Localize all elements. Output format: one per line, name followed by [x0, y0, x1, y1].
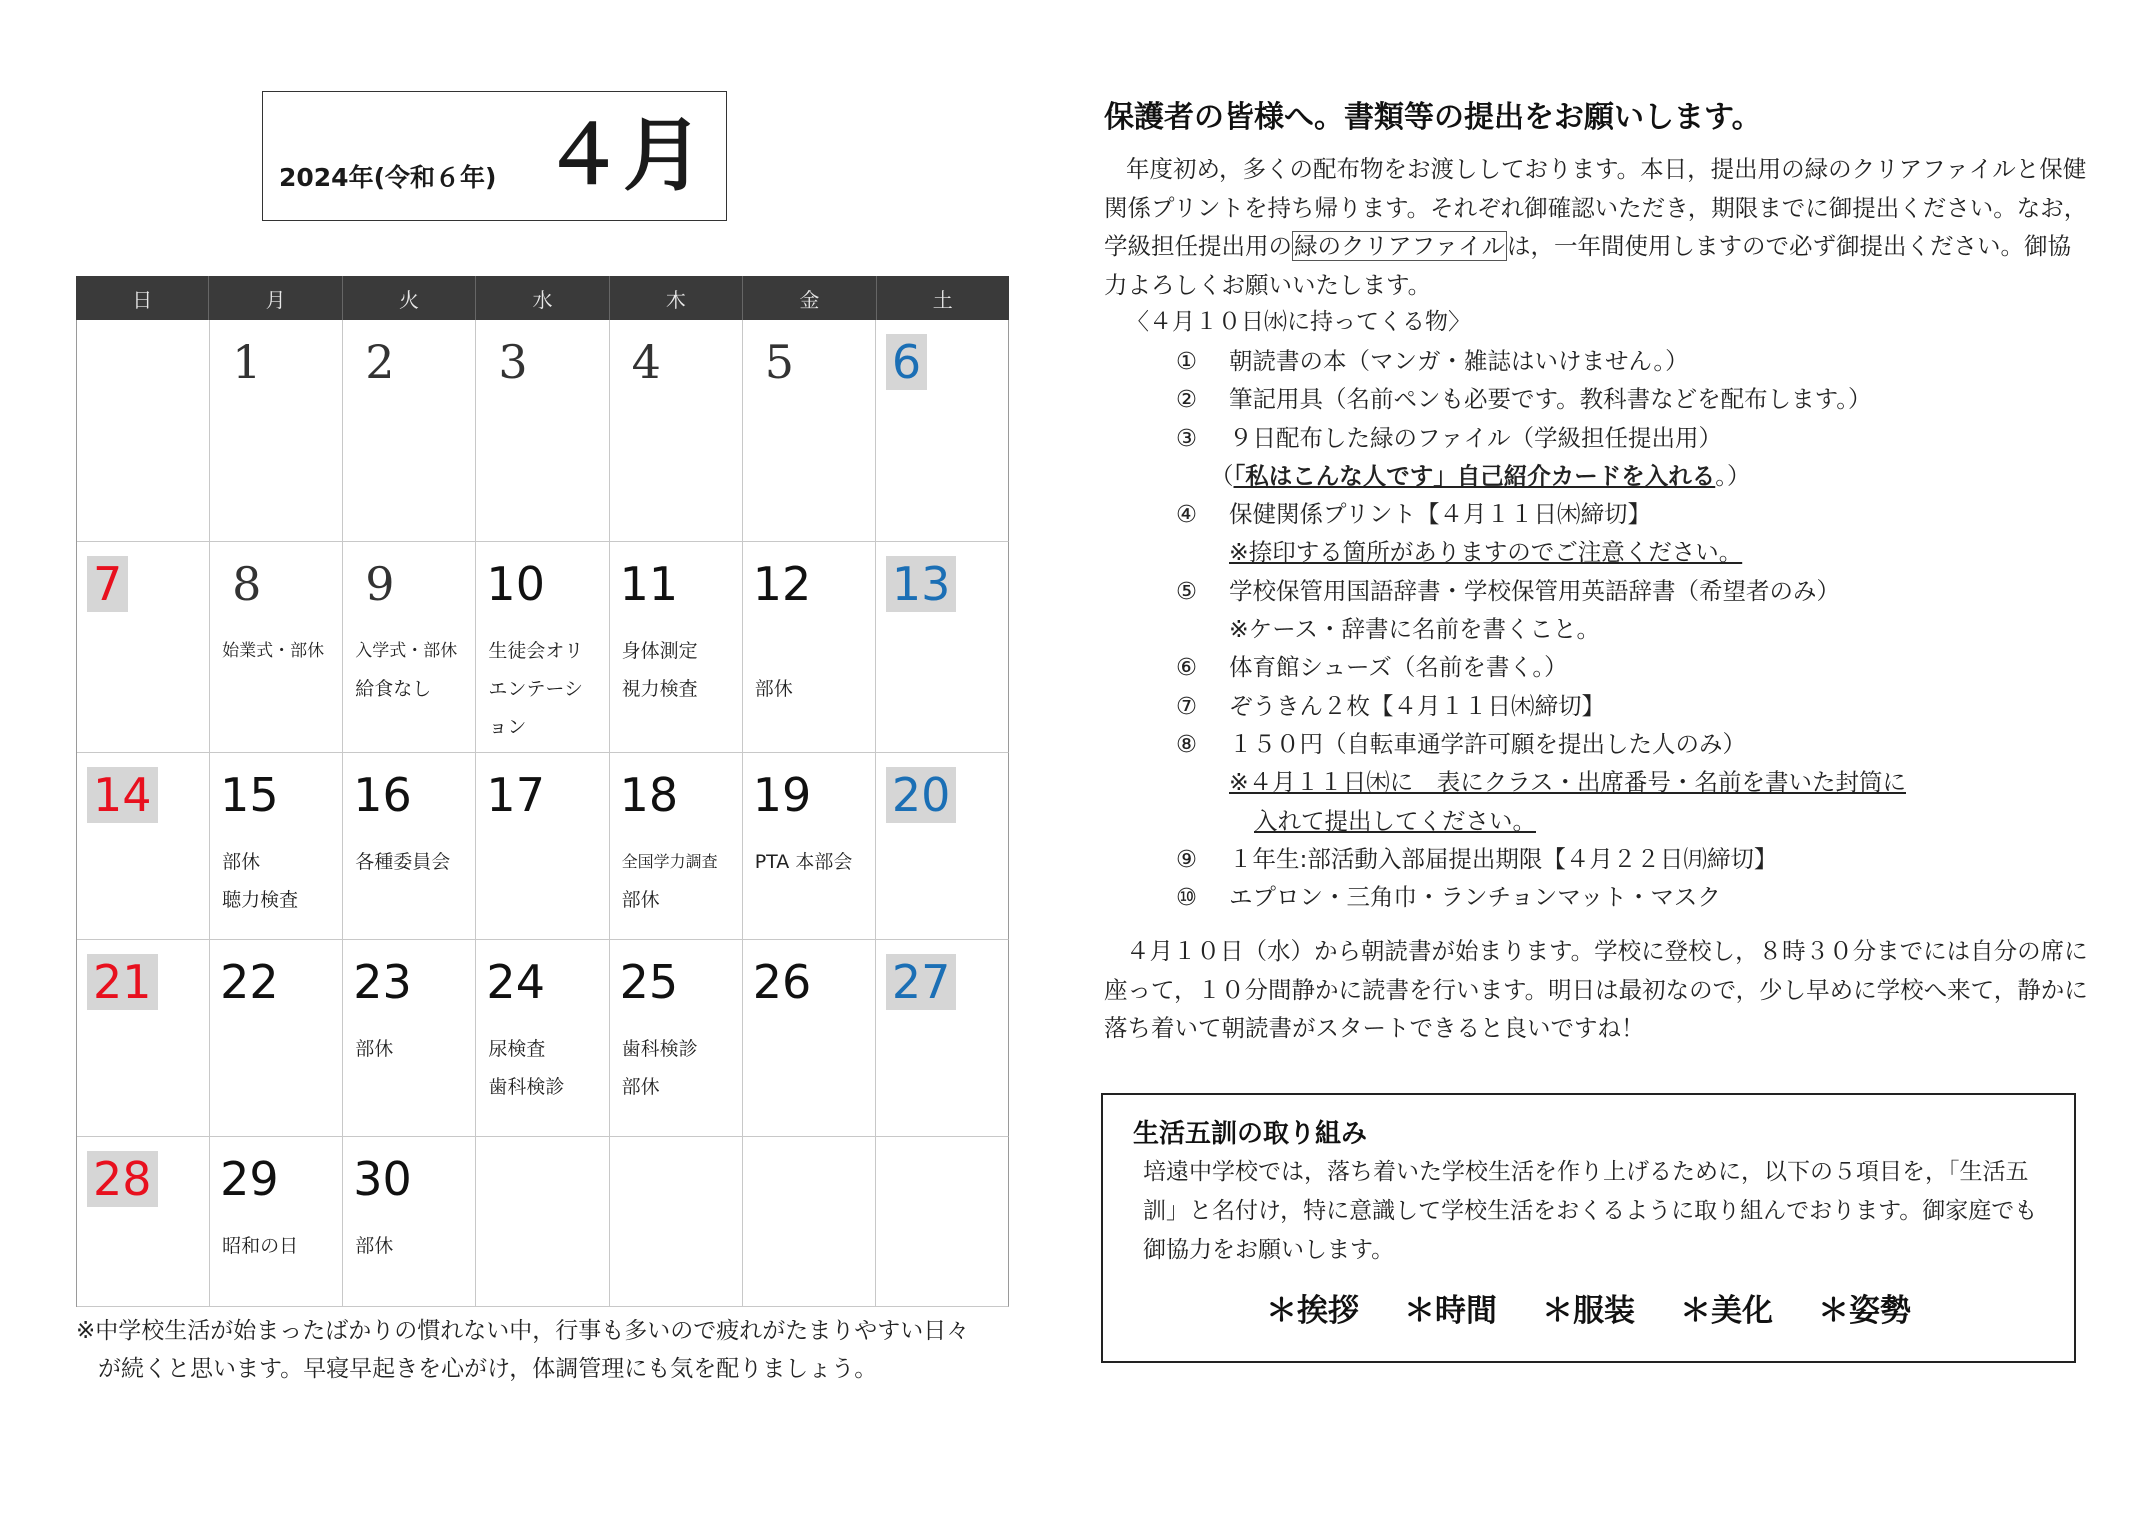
- day-number: 14: [87, 767, 158, 823]
- calendar-weekday-header: [76, 276, 1009, 320]
- calendar-week-row: [76, 542, 1009, 753]
- day-number: 25: [619, 955, 679, 1009]
- calendar-day-cell: [210, 753, 343, 940]
- day-events: [488, 1030, 564, 1106]
- event-text: 部休: [754, 678, 793, 700]
- list-item: [1176, 687, 2106, 725]
- day-number: 9: [365, 557, 395, 611]
- list-item: [1176, 380, 2106, 418]
- intro-boxed-text: 緑のクリアファイル: [1294, 232, 1506, 260]
- weekday-fri: 金: [743, 276, 876, 320]
- calendar-day-cell: [343, 542, 476, 753]
- item-text: ９日配布した緑のファイル（学級担任提出用）: [1229, 423, 1723, 452]
- day-number: 1: [232, 335, 262, 389]
- calendar-day-cell: [343, 320, 476, 542]
- items-title: 〈４月１０日㈬に持ってくる物〉: [1126, 309, 1471, 335]
- list-item: [1176, 840, 2106, 878]
- calendar-day-cell: [476, 753, 609, 940]
- calendar-day-cell: [210, 320, 343, 542]
- five-rules-box: [1101, 1093, 2076, 1363]
- year-label: 2024年(令和６年): [279, 163, 497, 192]
- item-sub-close: 。）: [1715, 461, 1751, 490]
- calendar-day-cell: [743, 753, 876, 940]
- item-number: ③: [1176, 423, 1198, 452]
- event-text: 部休: [621, 1076, 660, 1098]
- day-number: 24: [486, 955, 545, 1009]
- event-text: [755, 632, 793, 670]
- calendar-day-cell: [876, 753, 1009, 940]
- calendar-day-cell: [77, 940, 210, 1137]
- list-item-sub: [1176, 610, 2106, 648]
- month-title-box: [262, 91, 727, 221]
- day-number: 21: [87, 954, 158, 1010]
- intro-text-a: 年度初め，多くの配布物をお渡ししております。本日，提出用の緑のクリアファイルと保健関係プリントを持ち帰ります。それぞれ御確認いただき，期限までに御提出ください。なお，学級担任提出用の: [1104, 155, 2088, 260]
- event-text: 生徒会オリ: [488, 640, 584, 662]
- rules-list: [1103, 1285, 2074, 1330]
- day-number: 20: [886, 767, 957, 823]
- item-number: ①: [1176, 347, 1198, 375]
- weekday-tue: 火: [343, 276, 476, 320]
- day-number: 28: [87, 1151, 158, 1207]
- day-number: 19: [752, 768, 812, 822]
- rule-attire: ＊服装: [1542, 1293, 1635, 1329]
- calendar-week-row: [76, 940, 1009, 1137]
- day-number: 8: [232, 557, 262, 611]
- day-number: 23: [353, 955, 412, 1009]
- list-item-sub: [1176, 457, 2106, 495]
- event-text: 部休: [621, 889, 660, 911]
- day-events: [222, 1227, 298, 1265]
- calendar-note-line1: ※中学校生活が始まったばかりの慣れない中，行事も多いので疲れがたまりやすい日々: [76, 1318, 970, 1344]
- weekday-sat: 土: [932, 287, 953, 312]
- day-number: 7: [87, 556, 128, 612]
- calendar-note: [76, 1312, 1066, 1388]
- closing-paragraph: ４月１０日（水）から朝読書が始まります。学校に登校し，８時３０分までには自分の席に座って，１０分間静かに読書を行います。明日は最初なので，少し早めに学校へ来て，静かに落ち着いて朝読書がスタートできると良いですね！: [1104, 937, 2088, 1042]
- event-text: エンテーシ: [488, 678, 584, 700]
- day-number: 26: [752, 955, 812, 1009]
- day-number: 3: [498, 335, 528, 389]
- calendar-day-cell: [476, 542, 609, 753]
- day-events: [622, 632, 698, 708]
- day-events: [622, 843, 718, 919]
- list-item-sub: [1176, 802, 2106, 840]
- item-text: 学校保管用国語辞書・学校保管用英語辞書（希望者のみ）: [1229, 576, 1840, 605]
- notice-intro: [1104, 150, 2094, 304]
- list-item-sub: [1176, 533, 2106, 571]
- calendar-body: [76, 320, 1009, 1307]
- item-number: ⑨: [1176, 844, 1198, 873]
- calendar-day-cell: [476, 1137, 609, 1307]
- day-events: [355, 843, 450, 881]
- rules-text: 培遠中学校では，落ち着いた学校生活を作り上げるために，以下の５項目を，「生活五訓」と名付け，特に意識して学校生活をおくるように取り組んでおります。御家庭でも御協力をお願いします。: [1143, 1159, 2038, 1263]
- item-number: ⑥: [1176, 653, 1198, 682]
- day-number: 22: [220, 955, 279, 1009]
- event-text: PTA 本部会: [754, 851, 853, 873]
- list-item: [1176, 648, 2106, 686]
- calendar: [76, 276, 1009, 1307]
- item-sub-text: 入れて提出してください。: [1254, 806, 1536, 835]
- event-text: 歯科検診: [621, 1038, 698, 1060]
- event-text: 入学式・部休: [355, 641, 458, 661]
- calendar-day-cell: [343, 753, 476, 940]
- item-text: エプロン・三角巾・ランチョンマット・マスク: [1229, 883, 1721, 912]
- day-number: 17: [486, 768, 545, 822]
- weekday-wed: 水: [476, 276, 609, 320]
- day-number: 4: [631, 335, 661, 389]
- calendar-day-cell: [210, 1137, 343, 1307]
- event-text: 尿検査: [488, 1038, 546, 1060]
- weekday-sun: 日: [76, 276, 209, 320]
- intro-text-b: は，一年間使用しますので必ず御提出ください。御協力よろしくお願いいたします。: [1104, 232, 2072, 299]
- day-events: [488, 632, 583, 746]
- calendar-day-cell: [476, 940, 609, 1137]
- event-text: 歯科検診: [488, 1076, 565, 1098]
- list-item: [1176, 342, 2106, 380]
- calendar-week-row: [76, 753, 1009, 940]
- event-text: 始業式・部休: [222, 641, 325, 661]
- calendar-day-cell: [610, 940, 743, 1137]
- event-text: 部休: [355, 1038, 394, 1060]
- day-number: 5: [764, 335, 794, 389]
- rules-title: 生活五訓の取り組み: [1133, 1119, 1368, 1149]
- day-events: [222, 843, 298, 919]
- calendar-day-cell: [876, 940, 1009, 1137]
- day-number: 13: [886, 556, 957, 612]
- event-text: 部休: [222, 851, 261, 873]
- calendar-day-cell: [77, 542, 210, 753]
- event-text: 昭和の日: [222, 1235, 299, 1257]
- calendar-day-cell: [210, 542, 343, 753]
- day-number: 16: [353, 768, 412, 822]
- item-text: 朝読書の本（マンガ・雑誌はいけません。）: [1229, 347, 1689, 375]
- calendar-day-cell: [476, 320, 609, 542]
- event-text: 聴力検査: [222, 889, 299, 911]
- item-text: 体育館シューズ（名前を書く。）: [1229, 653, 1568, 682]
- weekday-mon: 月: [209, 276, 342, 320]
- day-events: [355, 1030, 393, 1068]
- rule-greeting: ＊挨拶: [1266, 1293, 1359, 1329]
- item-text: ぞうきん２枚【４月１１日㈭締切】: [1229, 691, 1605, 720]
- rule-posture: ＊姿勢: [1818, 1293, 1911, 1329]
- calendar-week-row: [76, 320, 1009, 542]
- calendar-day-cell: [77, 1137, 210, 1307]
- day-number: 30: [353, 1152, 412, 1206]
- day-number: 11: [619, 557, 679, 611]
- item-text: 筆記用具（名前ペンも必要です。教科書などを配布します。）: [1229, 385, 1872, 414]
- item-number: ⑤: [1176, 576, 1198, 605]
- day-number: 12: [752, 557, 812, 611]
- item-sub-bold: 「私はこんな人です」自己紹介カードを入れる: [1233, 461, 1716, 490]
- day-number: 29: [220, 1152, 279, 1206]
- day-events: [755, 632, 793, 708]
- item-text: １年生:部活動入部届提出期限【４月２２日㈪締切】: [1229, 844, 1778, 873]
- item-number: ⑦: [1176, 691, 1198, 720]
- calendar-day-cell: [743, 542, 876, 753]
- calendar-day-cell: [610, 753, 743, 940]
- calendar-day-cell: [77, 320, 210, 542]
- list-item: [1176, 572, 2106, 610]
- item-number: ④: [1176, 500, 1198, 529]
- event-text: 視力検査: [621, 678, 698, 700]
- list-item: [1176, 878, 2106, 916]
- calendar-day-cell: [343, 1137, 476, 1307]
- item-sub-text: ※４月１１日㈭に 表にクラス・出席番号・名前を書いた封筒に: [1229, 768, 1906, 797]
- day-number: 18: [619, 768, 679, 822]
- item-sub-text: ※ケース・辞書に名前を書くこと。: [1229, 615, 1601, 644]
- day-events: [355, 1227, 393, 1265]
- calendar-day-cell: [77, 753, 210, 940]
- weekday-thu: 木: [610, 276, 743, 320]
- item-text: 保健関係プリント【４月１１日㈭締切】: [1229, 500, 1652, 529]
- calendar-day-cell: [743, 1137, 876, 1307]
- calendar-day-cell: [610, 1137, 743, 1307]
- calendar-day-cell: [876, 320, 1009, 542]
- rule-cleanliness: ＊美化: [1680, 1293, 1773, 1329]
- event-text: ョン: [488, 716, 527, 738]
- day-number: 15: [220, 768, 279, 822]
- calendar-day-cell: [610, 320, 743, 542]
- calendar-note-line2: が続くと思います。早寝早起きを心がけ，体調管理にも気を配りましょう。: [98, 1356, 878, 1382]
- day-events: [622, 1030, 698, 1106]
- calendar-day-cell: [876, 1137, 1009, 1307]
- calendar-day-cell: [343, 940, 476, 1137]
- item-number: ②: [1176, 385, 1198, 414]
- list-item-sub: [1176, 763, 2106, 801]
- item-number: ⑧: [1176, 729, 1198, 758]
- event-text: 全国学力調査: [621, 852, 718, 871]
- calendar-week-row: [76, 1137, 1009, 1307]
- month-label: ４月: [543, 109, 703, 202]
- item-sub-text: ※捺印する箇所がありますのでご注意ください。: [1229, 538, 1743, 567]
- day-events: [355, 632, 457, 708]
- items-list: [1176, 342, 2106, 916]
- day-number: 27: [886, 954, 957, 1010]
- event-text: 給食なし: [355, 678, 432, 700]
- item-number: ⑩: [1176, 883, 1198, 912]
- calendar-day-cell: [210, 940, 343, 1137]
- day-events: [755, 843, 853, 881]
- calendar-day-cell: [743, 320, 876, 542]
- calendar-day-cell: [876, 542, 1009, 753]
- item-sub-open: （: [1210, 461, 1234, 490]
- notice-title: 保護者の皆様へ。書類等の提出をお願いします。: [1104, 100, 1762, 135]
- day-number: 10: [486, 557, 545, 611]
- list-item: [1176, 495, 2106, 533]
- day-number: 2: [365, 335, 395, 389]
- item-text: １５０円（自転車通学許可願を提出した人のみ）: [1229, 729, 1746, 758]
- rule-time: ＊時間: [1404, 1293, 1497, 1329]
- event-text: 各種委員会: [355, 851, 451, 873]
- calendar-day-cell: [610, 542, 743, 753]
- calendar-day-cell: [743, 940, 876, 1137]
- event-text: 部休: [355, 1235, 394, 1257]
- list-item: [1176, 419, 2106, 457]
- day-events: [222, 632, 324, 670]
- event-text: 身体測定: [621, 640, 698, 662]
- day-number: 6: [886, 334, 927, 390]
- list-item: [1176, 725, 2106, 763]
